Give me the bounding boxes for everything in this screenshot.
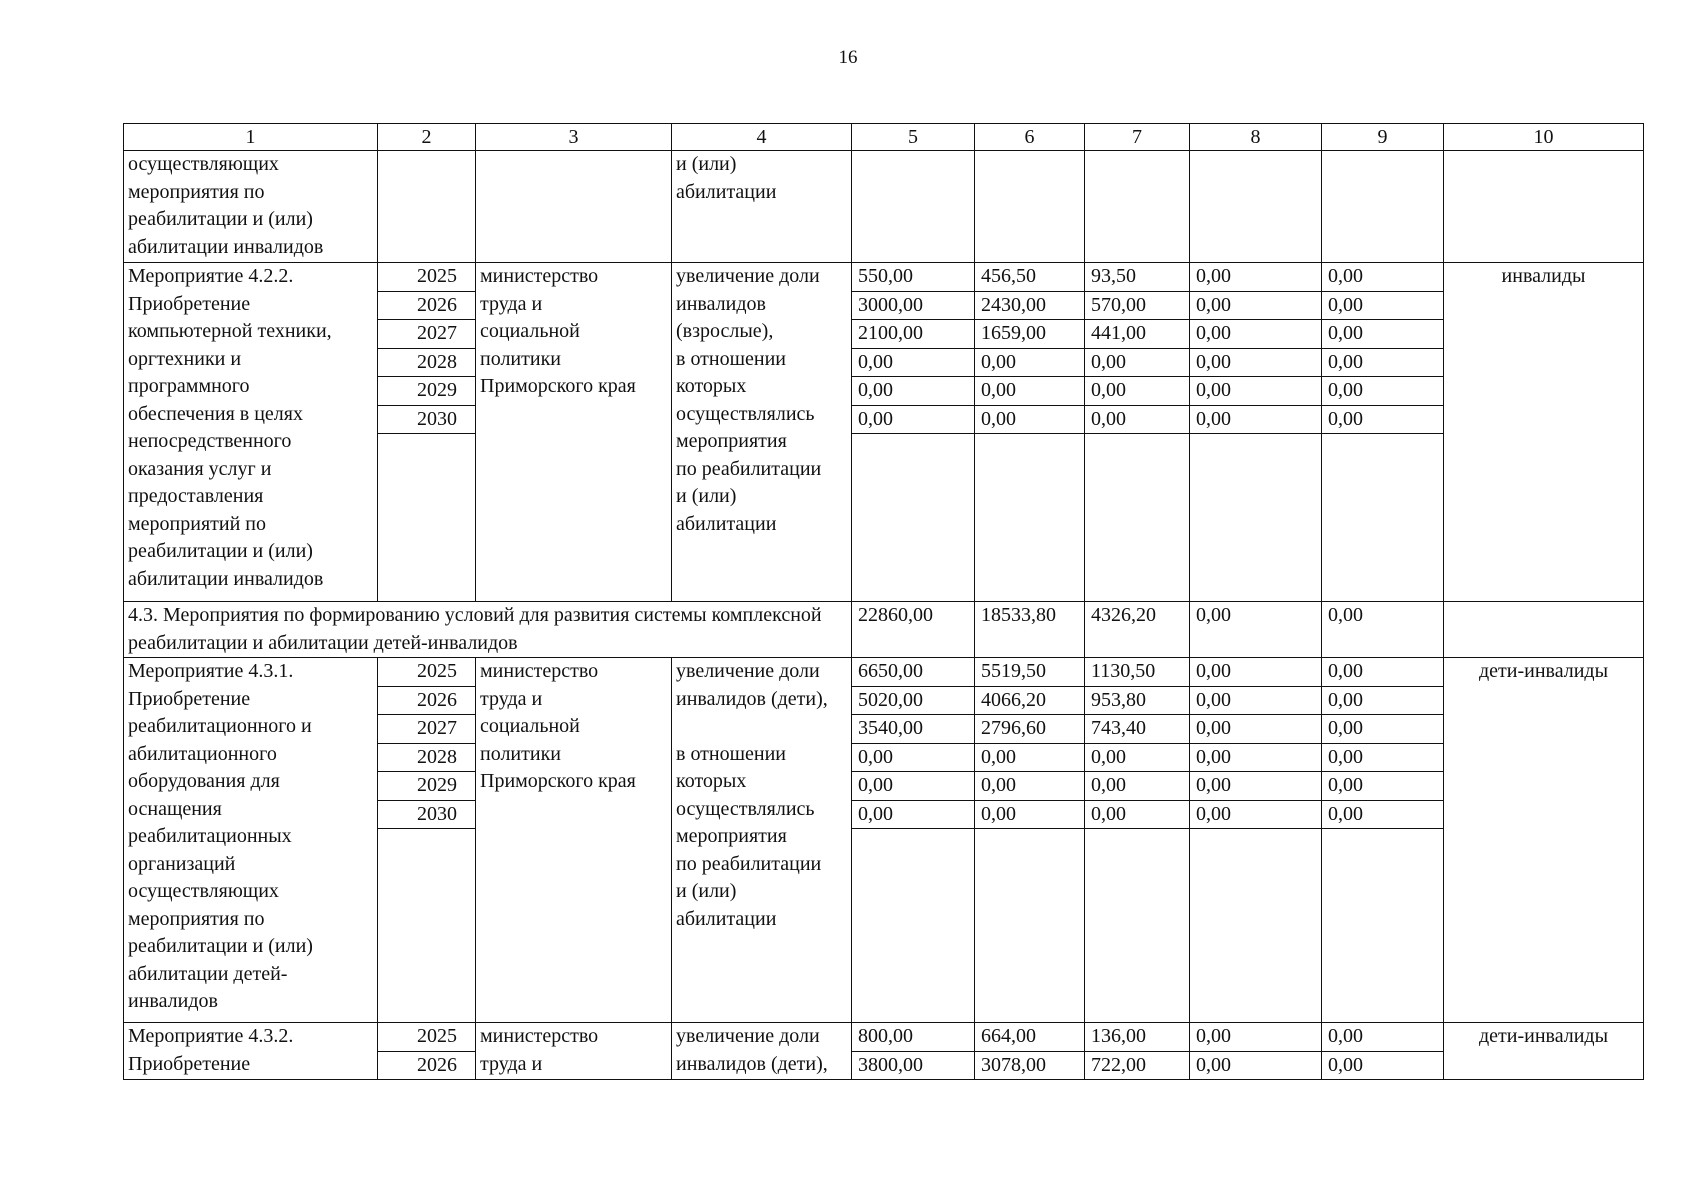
value-col-7: 0,00 <box>1085 377 1190 406</box>
header-row <box>124 124 1644 151</box>
value-col-8: 0,00 <box>1190 800 1322 829</box>
value-col-8: 0,00 <box>1190 1051 1322 1080</box>
value-col-9: 0,00 <box>1322 772 1444 801</box>
value-col-7: 93,50 <box>1085 263 1190 292</box>
header-col-1: 1 <box>124 124 378 151</box>
value-col-8: 0,00 <box>1190 743 1322 772</box>
header-col-8: 8 <box>1190 124 1322 151</box>
value-col-7: 0,00 <box>1085 800 1190 829</box>
measure-4-3-1-indicator: увеличение доли инвалидов (дети), в отношении которых осуществлялись мероприятия по реабилитации и (или) абилитации <box>672 658 852 1023</box>
value-col-6: 18533,80 <box>975 602 1085 658</box>
measure-4-2-2-indicator: увеличение доли инвалидов (взрослые), в отношении которых осуществлялись мероприятия по реабилитации и (или) абилитации <box>672 263 852 602</box>
value-col-6: 456,50 <box>975 263 1085 292</box>
value-col-9: 0,00 <box>1322 291 1444 320</box>
value-col-8: 0,00 <box>1190 715 1322 744</box>
table-row <box>124 658 1644 687</box>
value-col-9: 0,00 <box>1322 348 1444 377</box>
value-col-6: 1659,00 <box>975 320 1085 349</box>
value-col-6: 0,00 <box>975 772 1085 801</box>
year-cell: 2025 <box>378 658 476 687</box>
value-col-7: 4326,20 <box>1085 602 1190 658</box>
year-cell: 2026 <box>378 291 476 320</box>
value-col-6: 0,00 <box>975 377 1085 406</box>
year-cell: 2028 <box>378 348 476 377</box>
value-col-9: 0,00 <box>1322 686 1444 715</box>
year-cell: 2028 <box>378 743 476 772</box>
value-col-5: 22860,00 <box>852 602 975 658</box>
year-cell: 2026 <box>378 1051 476 1080</box>
value-col-5: 0,00 <box>852 348 975 377</box>
header-col-9: 9 <box>1322 124 1444 151</box>
value-col-9: 0,00 <box>1322 320 1444 349</box>
value-col-9: 0,00 <box>1322 743 1444 772</box>
measure-4-2-2-target: инвалиды <box>1444 263 1644 602</box>
measure-4-3-2-name: Мероприятие 4.3.2. Приобретение <box>124 1023 378 1080</box>
measure-4-3-2-executor: министерство труда и <box>476 1023 672 1080</box>
value-col-5: 6650,00 <box>852 658 975 687</box>
value-col-8: 0,00 <box>1190 291 1322 320</box>
value-col-6: 0,00 <box>975 743 1085 772</box>
measure-4-3-1-executor: министерство труда и социальной политики Приморского края <box>476 658 672 1023</box>
value-col-5: 550,00 <box>852 263 975 292</box>
value-col-9: 0,00 <box>1322 658 1444 687</box>
program-table-container <box>123 123 1644 1080</box>
value-col-6: 0,00 <box>975 800 1085 829</box>
value-col-7: 441,00 <box>1085 320 1190 349</box>
value-col-9: 0,00 <box>1322 1051 1444 1080</box>
value-col-8: 0,00 <box>1190 658 1322 687</box>
value-col-5: 0,00 <box>852 377 975 406</box>
header-col-7: 7 <box>1085 124 1190 151</box>
year-cell: 2027 <box>378 320 476 349</box>
value-col-9: 0,00 <box>1322 602 1444 658</box>
value-col-7: 570,00 <box>1085 291 1190 320</box>
value-col-8: 0,00 <box>1190 320 1322 349</box>
table-row <box>124 263 1644 292</box>
value-col-5: 0,00 <box>852 772 975 801</box>
value-col-5: 3000,00 <box>852 291 975 320</box>
value-col-9: 0,00 <box>1322 405 1444 434</box>
year-cell: 2030 <box>378 405 476 434</box>
value-col-6: 0,00 <box>975 348 1085 377</box>
value-col-5: 800,00 <box>852 1023 975 1052</box>
value-col-8: 0,00 <box>1190 1023 1322 1052</box>
value-col-8: 0,00 <box>1190 772 1322 801</box>
value-col-7: 1130,50 <box>1085 658 1190 687</box>
value-col-8: 0,00 <box>1190 377 1322 406</box>
value-col-9: 0,00 <box>1322 715 1444 744</box>
year-cell: 2025 <box>378 263 476 292</box>
measure-4-2-2-name: Мероприятие 4.2.2. Приобретение компьютерной техники, оргтехники и программного обеспечения в целях непосредственного оказания услуг и предоставления мероприятий по реабилитации и (или) абилитации инвалидов <box>124 263 378 602</box>
value-col-7: 743,40 <box>1085 715 1190 744</box>
page-number: 16 <box>838 47 858 68</box>
value-col-8: 0,00 <box>1190 602 1322 658</box>
value-col-9: 0,00 <box>1322 263 1444 292</box>
continuation-indicator: и (или) абилитации <box>672 151 852 263</box>
value-col-7: 136,00 <box>1085 1023 1190 1052</box>
value-col-5: 0,00 <box>852 405 975 434</box>
value-col-6: 5519,50 <box>975 658 1085 687</box>
year-cell: 2025 <box>378 1023 476 1052</box>
year-cell: 2029 <box>378 377 476 406</box>
value-col-7: 0,00 <box>1085 772 1190 801</box>
continuation-year <box>378 151 476 263</box>
value-col-7: 722,00 <box>1085 1051 1190 1080</box>
value-col-5: 0,00 <box>852 800 975 829</box>
measure-4-2-2-executor: министерство труда и социальной политики Приморского края <box>476 263 672 602</box>
value-col-6: 3078,00 <box>975 1051 1085 1080</box>
value-col-5: 3540,00 <box>852 715 975 744</box>
value-col-8: 0,00 <box>1190 348 1322 377</box>
value-col-7: 0,00 <box>1085 405 1190 434</box>
value-col-5: 3800,00 <box>852 1051 975 1080</box>
value-col-9: 0,00 <box>1322 1023 1444 1052</box>
header-col-6: 6 <box>975 124 1085 151</box>
continuation-row <box>124 151 1644 263</box>
year-cell: 2030 <box>378 800 476 829</box>
header-col-3: 3 <box>476 124 672 151</box>
measure-4-3-2-target: дети-инвалиды <box>1444 1023 1644 1080</box>
table-row <box>124 1023 1644 1052</box>
value-col-8: 0,00 <box>1190 405 1322 434</box>
value-col-8: 0,00 <box>1190 686 1322 715</box>
header-col-5: 5 <box>852 124 975 151</box>
header-col-10: 10 <box>1444 124 1644 151</box>
value-col-6: 0,00 <box>975 405 1085 434</box>
value-col-6: 2796,60 <box>975 715 1085 744</box>
value-col-9: 0,00 <box>1322 377 1444 406</box>
continuation-executor <box>476 151 672 263</box>
value-col-5: 5020,00 <box>852 686 975 715</box>
value-col-7: 0,00 <box>1085 348 1190 377</box>
value-col-8: 0,00 <box>1190 263 1322 292</box>
year-cell: 2026 <box>378 686 476 715</box>
value-col-7: 0,00 <box>1085 743 1190 772</box>
year-cell: 2027 <box>378 715 476 744</box>
value-col-9: 0,00 <box>1322 800 1444 829</box>
header-col-2: 2 <box>378 124 476 151</box>
value-col-6: 2430,00 <box>975 291 1085 320</box>
value-col-6: 4066,20 <box>975 686 1085 715</box>
measure-4-3-1-name: Мероприятие 4.3.1. Приобретение реабилитационного и абилитационного оборудования для оснащения реабилитационных организаций осуществляющих мероприятия по реабилитации и (или) абилитации детей- инвалидов <box>124 658 378 1023</box>
year-cell: 2029 <box>378 772 476 801</box>
measure-4-3-2-indicator: увеличение доли инвалидов (дети), <box>672 1023 852 1080</box>
value-col-5: 2100,00 <box>852 320 975 349</box>
value-col-5: 0,00 <box>852 743 975 772</box>
measure-4-3-1-target: дети-инвалиды <box>1444 658 1644 1023</box>
group-row-4-3 <box>124 602 1644 658</box>
value-col-6: 664,00 <box>975 1023 1085 1052</box>
group-4-3-title: 4.3. Мероприятия по формированию условий для развития системы комплексной реабилитации и абилитации детей-инвалидов <box>124 602 852 658</box>
program-table <box>123 123 1644 1080</box>
header-col-4: 4 <box>672 124 852 151</box>
value-col-7: 953,80 <box>1085 686 1190 715</box>
continuation-name: осуществляющих мероприятия по реабилитации и (или) абилитации инвалидов <box>124 151 378 263</box>
